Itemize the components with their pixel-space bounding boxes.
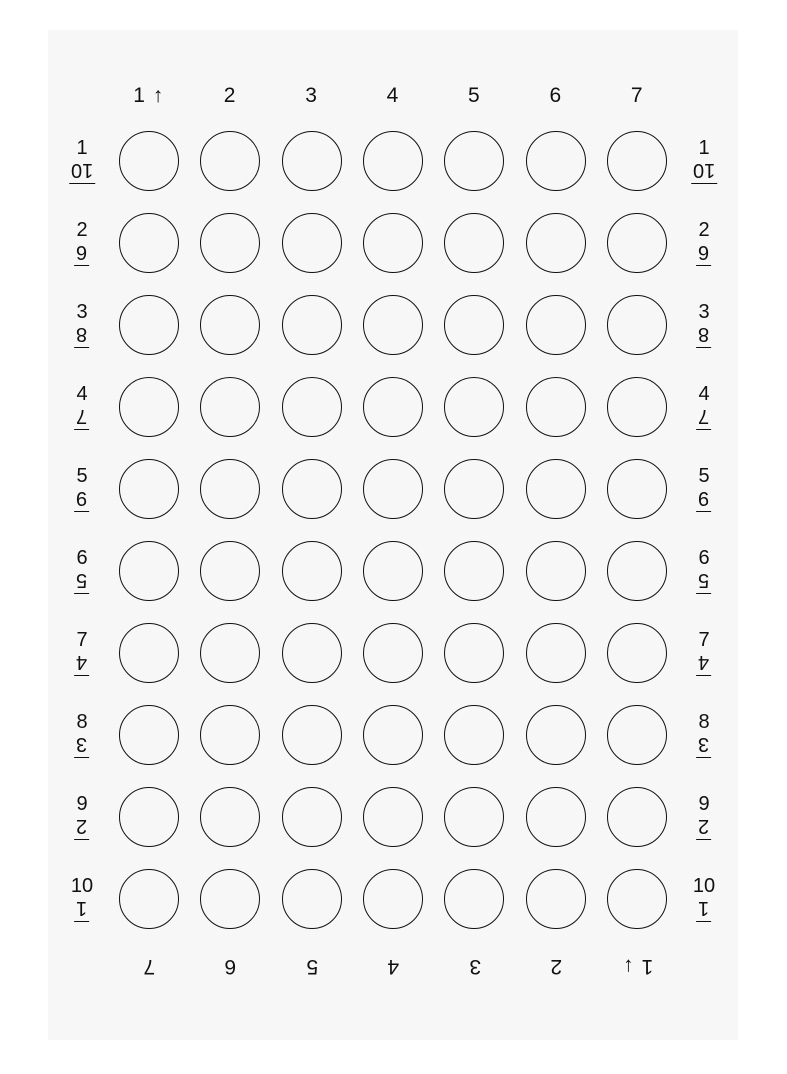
- bubble[interactable]: [526, 459, 586, 519]
- top-column-label-4: 4: [386, 84, 400, 107]
- grid-container: [48, 30, 738, 1040]
- fraction-denominator: 7: [696, 406, 711, 430]
- bubble-grid: [108, 120, 678, 940]
- bubble-cell-r3c2[interactable]: [189, 284, 270, 366]
- left-row-label-4: [52, 366, 112, 448]
- fraction-numerator: 8: [76, 711, 88, 733]
- bubble[interactable]: [119, 869, 179, 929]
- bottom-column-label-2: 6: [223, 955, 237, 978]
- fraction-numerator: 1: [698, 137, 710, 159]
- fraction-denominator: 7: [74, 406, 89, 430]
- bubble-cell-r2c6[interactable]: [515, 202, 596, 284]
- fraction-denominator: 5: [696, 570, 711, 594]
- bubble[interactable]: [607, 541, 667, 601]
- right-row-label-3: [674, 284, 734, 366]
- bubble-cell-r8c4[interactable]: [352, 694, 433, 776]
- bubble-cell-r4c4[interactable]: [352, 366, 433, 448]
- bubble-cell-r5c2[interactable]: [189, 448, 270, 530]
- bubble-row: [108, 612, 678, 694]
- bubble-cell-r1c3[interactable]: [271, 120, 352, 202]
- bubble-cell-r7c5[interactable]: [434, 612, 515, 694]
- bubble-cell-r4c6[interactable]: [515, 366, 596, 448]
- bubble[interactable]: [363, 377, 423, 437]
- right-row-label-6: [674, 530, 734, 612]
- bubble[interactable]: [444, 213, 504, 273]
- bubble-cell-r5c7[interactable]: [597, 448, 678, 530]
- bubble-cell-r1c7[interactable]: [597, 120, 678, 202]
- bubble[interactable]: [282, 459, 342, 519]
- fraction-denominator: 4: [74, 652, 89, 676]
- bubble[interactable]: [200, 213, 260, 273]
- bubble-cell-r3c6[interactable]: [515, 284, 596, 366]
- fraction-denominator: 9: [74, 488, 89, 512]
- fraction-denominator: 8: [74, 324, 89, 348]
- left-row-label-6: [52, 530, 112, 612]
- bubble[interactable]: [282, 213, 342, 273]
- bubble-cell-r8c6[interactable]: [515, 694, 596, 776]
- bubble-cell-r8c2[interactable]: [189, 694, 270, 776]
- fraction-numerator: 6: [698, 547, 710, 569]
- bubble-cell-r2c4[interactable]: [352, 202, 433, 284]
- bubble[interactable]: [363, 705, 423, 765]
- bubble-cell-r4c2[interactable]: [189, 366, 270, 448]
- bubble[interactable]: [526, 705, 586, 765]
- bubble[interactable]: [607, 787, 667, 847]
- right-row-label-9: [674, 776, 734, 858]
- bubble-cell-r9c3[interactable]: [271, 776, 352, 858]
- bubble[interactable]: [444, 377, 504, 437]
- bubble-cell-r4c7[interactable]: [597, 366, 678, 448]
- bubble-cell-r7c2[interactable]: [189, 612, 270, 694]
- bubble-row: [108, 120, 678, 202]
- fraction-denominator: 2: [696, 816, 711, 840]
- bubble-cell-r2c1[interactable]: [108, 202, 189, 284]
- fraction-numerator: 1: [76, 137, 88, 159]
- bubble[interactable]: [363, 869, 423, 929]
- bubble-cell-r7c7[interactable]: [597, 612, 678, 694]
- bubble-row: [108, 284, 678, 366]
- bubble[interactable]: [444, 787, 504, 847]
- bubble-cell-r3c1[interactable]: [108, 284, 189, 366]
- fraction-numerator: 9: [76, 793, 88, 815]
- bubble[interactable]: [526, 131, 586, 191]
- left-row-label-2: [52, 202, 112, 284]
- bubble[interactable]: [119, 787, 179, 847]
- bubble[interactable]: [119, 295, 179, 355]
- bubble[interactable]: [444, 705, 504, 765]
- fraction-denominator: 3: [696, 734, 711, 758]
- bubble-cell-r8c3[interactable]: [271, 694, 352, 776]
- bubble-cell-r7c6[interactable]: [515, 612, 596, 694]
- bubble-cell-r10c2[interactable]: [189, 858, 270, 940]
- right-row-label-7: [674, 612, 734, 694]
- bubble[interactable]: [282, 705, 342, 765]
- bubble-row: [108, 694, 678, 776]
- bubble-cell-r4c5[interactable]: [434, 366, 515, 448]
- fraction-numerator: 3: [76, 301, 88, 323]
- fraction-numerator: 5: [76, 465, 88, 487]
- top-column-label-6: 6: [549, 84, 563, 107]
- bubble-row: [108, 448, 678, 530]
- bottom-column-label-1: 7: [142, 955, 156, 978]
- bubble[interactable]: [526, 213, 586, 273]
- fraction-denominator: 1: [74, 898, 89, 922]
- fraction-numerator: 10: [692, 875, 716, 897]
- fraction-numerator: 5: [698, 465, 710, 487]
- fraction-numerator: 7: [76, 629, 88, 651]
- left-row-label-7: [52, 612, 112, 694]
- bubble-cell-r9c5[interactable]: [434, 776, 515, 858]
- top-column-label-3: 3: [305, 84, 318, 107]
- bubble[interactable]: [607, 705, 667, 765]
- bubble[interactable]: [607, 213, 667, 273]
- bubble-cell-r10c5[interactable]: [434, 858, 515, 940]
- fraction-denominator: 9: [696, 488, 711, 512]
- bubble-cell-r3c3[interactable]: [271, 284, 352, 366]
- bubble[interactable]: [363, 541, 423, 601]
- bubble-cell-r10c3[interactable]: [271, 858, 352, 940]
- left-row-label-5: [52, 448, 112, 530]
- top-column-label-1: 1 ↑: [133, 84, 165, 107]
- bubble[interactable]: [444, 541, 504, 601]
- fraction-denominator: 3: [74, 734, 89, 758]
- fraction-denominator: 1: [696, 898, 711, 922]
- fraction-numerator: 4: [76, 383, 88, 405]
- fraction-denominator: 10: [691, 160, 717, 184]
- fraction-numerator: 3: [698, 301, 710, 323]
- bubble-cell-r1c5[interactable]: [434, 120, 515, 202]
- left-row-label-3: [52, 284, 112, 366]
- fraction-numerator: 9: [698, 793, 710, 815]
- bubble-cell-r9c6[interactable]: [515, 776, 596, 858]
- bubble[interactable]: [444, 131, 504, 191]
- bubble-row: [108, 366, 678, 448]
- fraction-numerator: 7: [698, 629, 710, 651]
- bubble[interactable]: [200, 623, 260, 683]
- bubble-cell-r5c5[interactable]: [434, 448, 515, 530]
- bubble[interactable]: [200, 377, 260, 437]
- bubble-cell-r10c6[interactable]: [515, 858, 596, 940]
- fraction-denominator: 5: [74, 570, 89, 594]
- bubble-cell-r3c7[interactable]: [597, 284, 678, 366]
- bubble[interactable]: [607, 623, 667, 683]
- right-row-labels: [674, 120, 734, 940]
- bubble-cell-r5c3[interactable]: [271, 448, 352, 530]
- bubble[interactable]: [282, 623, 342, 683]
- bubble-cell-r6c1[interactable]: [108, 530, 189, 612]
- bubble[interactable]: [200, 459, 260, 519]
- bubble[interactable]: [363, 459, 423, 519]
- bubble[interactable]: [526, 541, 586, 601]
- fraction-denominator: 10: [69, 160, 95, 184]
- bubble-cell-r6c7[interactable]: [597, 530, 678, 612]
- bubble[interactable]: [119, 377, 179, 437]
- bubble[interactable]: [607, 377, 667, 437]
- bubble[interactable]: [363, 295, 423, 355]
- fraction-denominator: 4: [696, 652, 711, 676]
- bubble-cell-r1c6[interactable]: [515, 120, 596, 202]
- bubble[interactable]: [526, 869, 586, 929]
- bubble-cell-r7c3[interactable]: [271, 612, 352, 694]
- bubble[interactable]: [282, 869, 342, 929]
- bubble-cell-r6c6[interactable]: [515, 530, 596, 612]
- right-row-label-2: [674, 202, 734, 284]
- bubble-cell-r6c5[interactable]: [434, 530, 515, 612]
- fraction-denominator: 2: [74, 816, 89, 840]
- bubble[interactable]: [200, 787, 260, 847]
- right-row-label-8: [674, 694, 734, 776]
- fraction-denominator: 8: [696, 324, 711, 348]
- fraction-numerator: 10: [70, 875, 94, 897]
- bubble[interactable]: [607, 131, 667, 191]
- bubble-cell-r9c4[interactable]: [352, 776, 433, 858]
- right-row-label-10: [674, 858, 734, 940]
- bubble[interactable]: [526, 623, 586, 683]
- bottom-column-label-7: 1 ↓: [621, 955, 653, 978]
- left-row-label-8: [52, 694, 112, 776]
- left-row-label-9: [52, 776, 112, 858]
- right-row-label-5: [674, 448, 734, 530]
- bubble-cell-r2c3[interactable]: [271, 202, 352, 284]
- bubble[interactable]: [607, 459, 667, 519]
- bubble[interactable]: [200, 295, 260, 355]
- bubble-cell-r10c7[interactable]: [597, 858, 678, 940]
- right-row-label-4: [674, 366, 734, 448]
- bubble-cell-r3c5[interactable]: [434, 284, 515, 366]
- bubble-cell-r10c1[interactable]: [108, 858, 189, 940]
- bubble-cell-r7c1[interactable]: [108, 612, 189, 694]
- top-column-label-5: 5: [468, 84, 481, 107]
- left-row-label-10: [52, 858, 112, 940]
- bubble[interactable]: [282, 295, 342, 355]
- bubble-cell-r8c5[interactable]: [434, 694, 515, 776]
- bubble[interactable]: [526, 377, 586, 437]
- fraction-numerator: 2: [76, 219, 88, 241]
- fraction-numerator: 8: [698, 711, 710, 733]
- bubble[interactable]: [200, 541, 260, 601]
- left-row-labels: [52, 120, 112, 940]
- bubble-cell-r5c4[interactable]: [352, 448, 433, 530]
- bubble-cell-r2c5[interactable]: [434, 202, 515, 284]
- fraction-denominator: 6: [696, 242, 711, 266]
- bubble[interactable]: [282, 131, 342, 191]
- bubble[interactable]: [119, 459, 179, 519]
- bubble[interactable]: [444, 459, 504, 519]
- fraction-numerator: 4: [698, 383, 710, 405]
- bubble[interactable]: [119, 213, 179, 273]
- bubble[interactable]: [119, 705, 179, 765]
- bubble[interactable]: [282, 541, 342, 601]
- bubble[interactable]: [119, 623, 179, 683]
- bubble[interactable]: [119, 541, 179, 601]
- bubble[interactable]: [444, 295, 504, 355]
- bubble[interactable]: [282, 377, 342, 437]
- bottom-column-label-3: 5: [305, 955, 318, 978]
- bottom-column-label-6: 2: [549, 955, 563, 978]
- bubble[interactable]: [526, 787, 586, 847]
- bubble-row: [108, 858, 678, 940]
- bubble[interactable]: [363, 131, 423, 191]
- bubble-cell-r1c2[interactable]: [189, 120, 270, 202]
- bubble-cell-r8c1[interactable]: [108, 694, 189, 776]
- bubble-cell-r3c4[interactable]: [352, 284, 433, 366]
- top-column-labels: [108, 72, 678, 120]
- bubble-cell-r6c3[interactable]: [271, 530, 352, 612]
- bubble[interactable]: [282, 787, 342, 847]
- bubble-cell-r6c2[interactable]: [189, 530, 270, 612]
- bubble-row: [108, 202, 678, 284]
- bubble-cell-r9c2[interactable]: [189, 776, 270, 858]
- bubble-cell-r6c4[interactable]: [352, 530, 433, 612]
- bubble[interactable]: [119, 131, 179, 191]
- bubble[interactable]: [607, 295, 667, 355]
- bubble-cell-r4c3[interactable]: [271, 366, 352, 448]
- bubble[interactable]: [363, 787, 423, 847]
- bubble-cell-r9c7[interactable]: [597, 776, 678, 858]
- bubble-row: [108, 530, 678, 612]
- bubble-cell-r5c1[interactable]: [108, 448, 189, 530]
- bubble[interactable]: [200, 705, 260, 765]
- bubble-cell-r2c2[interactable]: [189, 202, 270, 284]
- answer-sheet: [48, 30, 738, 1040]
- bottom-column-label-5: 3: [468, 955, 481, 978]
- bubble[interactable]: [444, 869, 504, 929]
- bubble[interactable]: [363, 213, 423, 273]
- bottom-column-label-4: 4: [386, 955, 400, 978]
- bubble-cell-r9c1[interactable]: [108, 776, 189, 858]
- bubble-row: [108, 776, 678, 858]
- bubble[interactable]: [363, 623, 423, 683]
- bubble[interactable]: [607, 869, 667, 929]
- bubble-cell-r10c4[interactable]: [352, 858, 433, 940]
- bubble[interactable]: [200, 869, 260, 929]
- bubble-cell-r2c7[interactable]: [597, 202, 678, 284]
- top-column-label-2: 2: [223, 84, 237, 107]
- fraction-numerator: 6: [76, 547, 88, 569]
- bubble-cell-r1c4[interactable]: [352, 120, 433, 202]
- bottom-column-labels: [108, 942, 678, 990]
- bubble[interactable]: [526, 295, 586, 355]
- bubble-cell-r1c1[interactable]: [108, 120, 189, 202]
- bubble-cell-r8c7[interactable]: [597, 694, 678, 776]
- fraction-numerator: 2: [698, 219, 710, 241]
- left-row-label-1: [52, 120, 112, 202]
- bubble[interactable]: [200, 131, 260, 191]
- bubble-cell-r5c6[interactable]: [515, 448, 596, 530]
- fraction-denominator: 6: [74, 242, 89, 266]
- bubble-cell-r4c1[interactable]: [108, 366, 189, 448]
- bubble[interactable]: [444, 623, 504, 683]
- top-column-label-7: 7: [630, 84, 644, 107]
- right-row-label-1: [674, 120, 734, 202]
- bubble-cell-r7c4[interactable]: [352, 612, 433, 694]
